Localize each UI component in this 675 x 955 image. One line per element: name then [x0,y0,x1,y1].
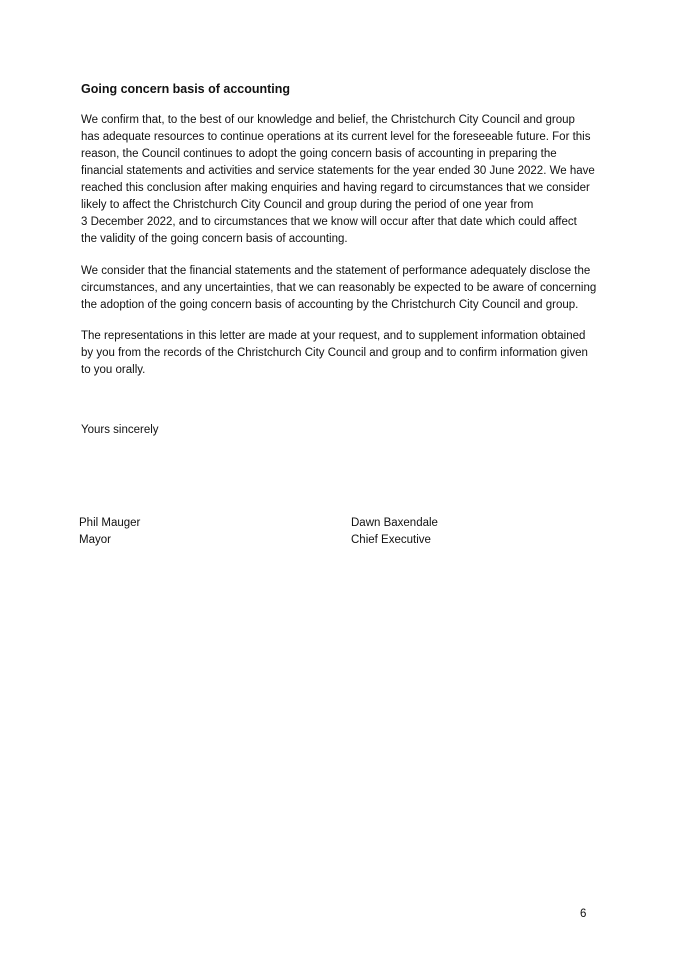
section-heading: Going concern basis of accounting [81,82,291,96]
paragraph-line: We confirm that, to the best of our knowledge and belief, the Christchurch City Council and group [81,114,575,126]
signatory-title: Mayor [79,534,111,546]
signatory-name: Dawn Baxendale [351,517,438,529]
paragraph-line: We consider that the financial statements and the statement of performance adequately disclose the [81,265,591,277]
paragraph-line: reached this conclusion after making enquiries and having regard to circumstances that we consider [81,182,590,194]
paragraph-line: reason, the Council continues to adopt the going concern basis of accounting in preparing the [81,148,557,160]
signatory-chief-executive [351,515,438,549]
signatory-mayor [79,515,140,549]
paragraph-representations [81,328,601,379]
paragraph-line: to you orally. [81,364,146,376]
paragraph-line: The representations in this letter are made at your request, and to supplement information obtained [81,330,586,342]
paragraph-line: 3 December 2022, and to circumstances that we know will occur after that date which could affect [81,216,577,228]
paragraph-line: has adequate resources to continue operations at its current level for the foreseeable future. For this [81,131,591,143]
page-number: 6 [580,908,587,920]
paragraph-line: circumstances, and any uncertainties, that we can reasonably be expected to be aware of concerning [81,282,597,294]
paragraph-line: the adoption of the going concern basis of accounting by the Christchurch City Council and group. [81,299,579,311]
signatory-title: Chief Executive [351,534,431,546]
signatory-name: Phil Mauger [79,517,141,529]
paragraph-going-concern-confirmation [81,112,601,248]
paragraph-line: by you from the records of the Christchurch City Council and group and to confirm information given [81,347,588,359]
paragraph-line: financial statements and activities and service statements for the year ended 30 June 2022. We have [81,165,595,177]
paragraph-disclosure [81,263,601,314]
closing-salutation: Yours sincerely [81,424,159,436]
paragraph-line: likely to affect the Christchurch City Council and group during the period of one year from [81,199,534,211]
paragraph-line: the validity of the going concern basis of accounting. [81,233,348,245]
